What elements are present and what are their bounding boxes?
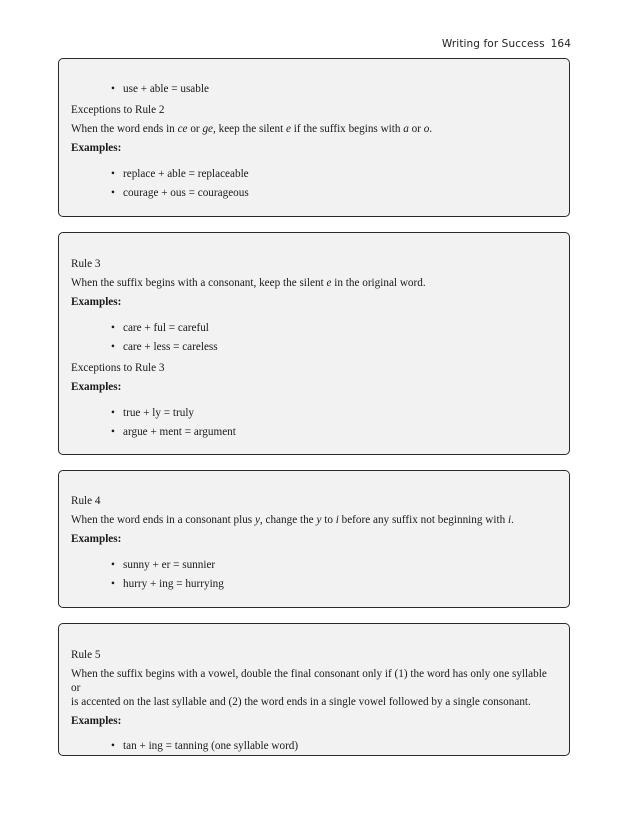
- list-item: • care + less = careless: [71, 340, 557, 354]
- examples-label: Examples:: [71, 296, 122, 308]
- rule-3-heading: Rule 3: [71, 258, 101, 270]
- running-header-title: Writing for Success: [441, 38, 545, 50]
- running-header: [442, 38, 571, 50]
- rule-3-example-list: [71, 321, 557, 354]
- rule-5-heading: Rule 5: [71, 649, 101, 661]
- rule-3-text: When the suffix begins with a consonant, keep the silent e in the original word.: [71, 277, 426, 289]
- rule-4-example-list: [71, 558, 557, 591]
- exceptions-rule-2-text: When the word ends in ce or ge, keep the silent e if the suffix begins with a or o.: [71, 123, 433, 135]
- rule-2-example-list: [71, 82, 557, 96]
- rule-4-text: When the word ends in a consonant plus y, change the y to i before any suffix not beginning with i.: [71, 514, 514, 526]
- list-item: • sunny + er = sunnier: [71, 558, 557, 572]
- rule-5-example-list: [71, 739, 557, 753]
- exceptions-rule-3-heading: Exceptions to Rule 3: [71, 362, 165, 374]
- list-item: • care + ful = careful: [71, 321, 557, 335]
- list-item: • courage + ous = courageous: [71, 186, 557, 200]
- rule-5-text-line-2: is accented on the last syllable and (2) the word ends in a single vowel followed by a single consonant.: [71, 696, 531, 708]
- examples-label: Examples:: [71, 381, 122, 393]
- rule-2-continued-box: [58, 58, 570, 217]
- list-item: • replace + able = replaceable: [71, 167, 557, 181]
- examples-label: Examples:: [71, 715, 122, 727]
- exceptions-rule-2-example-list: [71, 167, 557, 200]
- rule-4-box: [58, 470, 570, 608]
- rule-5-text-line-1: When the suffix begins with a vowel, double the final consonant only if (1) the word has only one syllable or: [71, 668, 547, 694]
- page-number: 164: [550, 38, 571, 50]
- rule-3-box: [58, 232, 570, 455]
- list-item: • use + able = usable: [71, 82, 557, 96]
- rule-5-box: [58, 623, 570, 756]
- list-item: • hurry + ing = hurrying: [71, 577, 557, 591]
- examples-label: Examples:: [71, 533, 122, 545]
- list-item: • argue + ment = argument: [71, 425, 557, 439]
- list-item: • true + ly = truly: [71, 406, 557, 420]
- exceptions-rule-2-heading: Exceptions to Rule 2: [71, 104, 165, 116]
- exceptions-rule-3-example-list: [71, 406, 557, 439]
- rule-4-heading: Rule 4: [71, 495, 101, 507]
- list-item: • tan + ing = tanning (one syllable word): [71, 739, 557, 753]
- examples-label: Examples:: [71, 142, 122, 154]
